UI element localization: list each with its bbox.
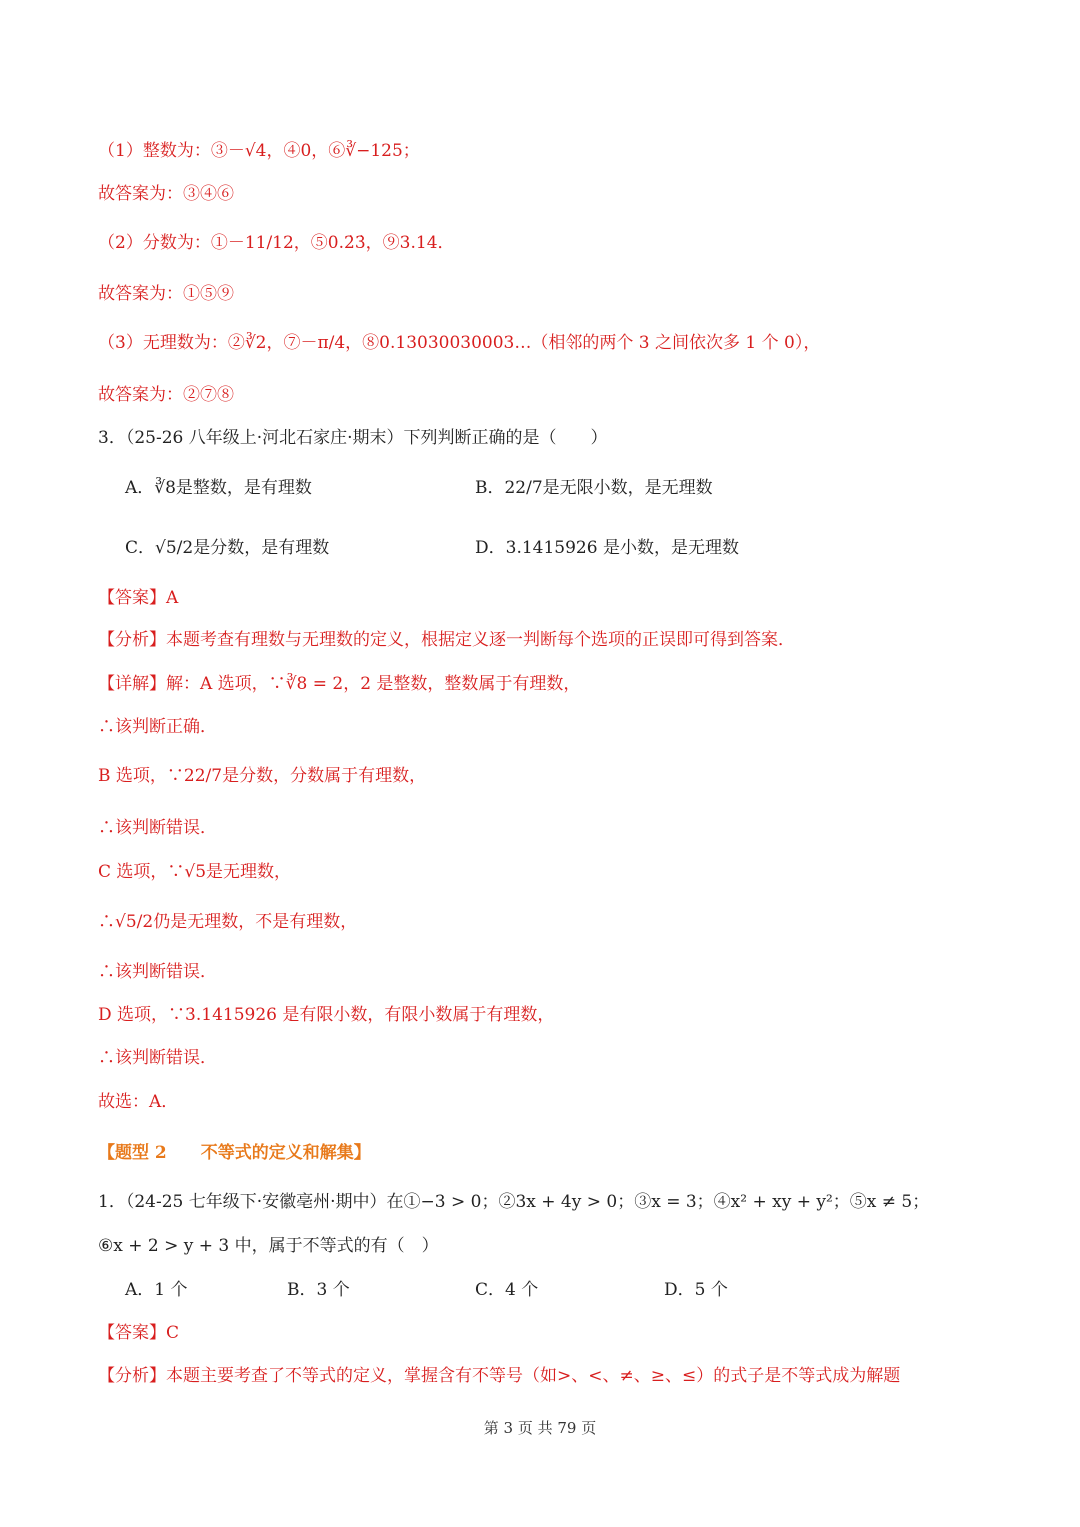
question-3-option-c: C．√5/2是分数，是有理数	[125, 538, 330, 558]
problem-1-analysis: 【分析】本题主要考查了不等式的定义，掌握含有不等号（如>、<、≠、≥、≤）的式子是不等式成为解题	[98, 1366, 901, 1386]
question-3-detail-c: C 选项，∵√5是无理数，	[98, 862, 292, 882]
answer-part2-fractions: （2）分数为：①－11/12，⑤0.2̇3̇，⑨3.14．	[98, 233, 455, 253]
problem-1-stem-line1: 1．（24-25 七年级下·安徽亳州·期中）在①−3 > 0；②3x + 4y > 0；③x = 3；④x² + xy + y²；⑤x ≠ 5；	[98, 1192, 930, 1212]
problem-1-stem-line2: ⑥x + 2 > y + 3 中，属于不等式的有（ ）	[98, 1236, 439, 1256]
question-3-detail-b: B 选项，∵22/7是分数，分数属于有理数，	[98, 766, 427, 786]
question-3-option-d: D．3.1415926 是小数，是无理数	[475, 538, 739, 558]
answer-part1-integers: （1）整数为：③－√4，④0，⑥∛−125；	[98, 141, 420, 161]
answer-part3-irrationals: （3）无理数为：②∛2，⑦－π/4，⑧0.13030030003…（相邻的两个 3 之间依次多 1 个 0），	[98, 333, 821, 353]
problem-1-option-b: B．3 个	[287, 1280, 350, 1300]
question-3-detail-b-conclusion: ∴该判断错误．	[98, 818, 217, 838]
question-3-option-a: A．∛8是整数，是有理数	[125, 478, 312, 498]
problem-1-option-d: D．5 个	[664, 1280, 728, 1300]
question-3-detail-a: 【详解】解：A 选项，∵∛8 = 2，2 是整数，整数属于有理数，	[98, 674, 581, 694]
question-3-option-b: B．22/7是无限小数，是无理数	[475, 478, 713, 498]
question-3-analysis: 【分析】本题考查有理数与无理数的定义，根据定义逐一判断每个选项的正误即可得到答案．	[98, 630, 795, 650]
question-3-detail-c-conclusion: ∴该判断错误．	[98, 962, 217, 982]
question-3-detail-c-reason: ∴√5/2仍是无理数，不是有理数，	[98, 912, 358, 932]
question-3-detail-d-conclusion: ∴该判断错误．	[98, 1048, 217, 1068]
answer-part2-result: 故答案为：①⑤⑨	[98, 284, 234, 304]
problem-1-option-c: C．4 个	[475, 1280, 539, 1300]
problem-1-option-a: A．1 个	[125, 1280, 188, 1300]
question-3-stem: 3．（25-26 八年级上·河北石家庄·期末）下列判断正确的是（ ）	[98, 428, 608, 448]
section-heading-type-2: 【题型 2 不等式的定义和解集】	[98, 1143, 371, 1163]
question-3-detail-a-conclusion: ∴该判断正确．	[98, 717, 217, 737]
question-3-detail-d: D 选项，∵3.1415926 是有限小数，有限小数属于有理数，	[98, 1005, 555, 1025]
question-3-final-choice: 故选：A．	[98, 1092, 179, 1112]
page-number-footer: 第 3 页 共 79 页	[483, 1419, 597, 1437]
question-3-answer: 【答案】A	[98, 588, 179, 608]
problem-1-answer: 【答案】C	[98, 1323, 180, 1343]
answer-part1-result: 故答案为：③④⑥	[98, 184, 234, 204]
answer-part3-result: 故答案为：②⑦⑧	[98, 385, 234, 405]
